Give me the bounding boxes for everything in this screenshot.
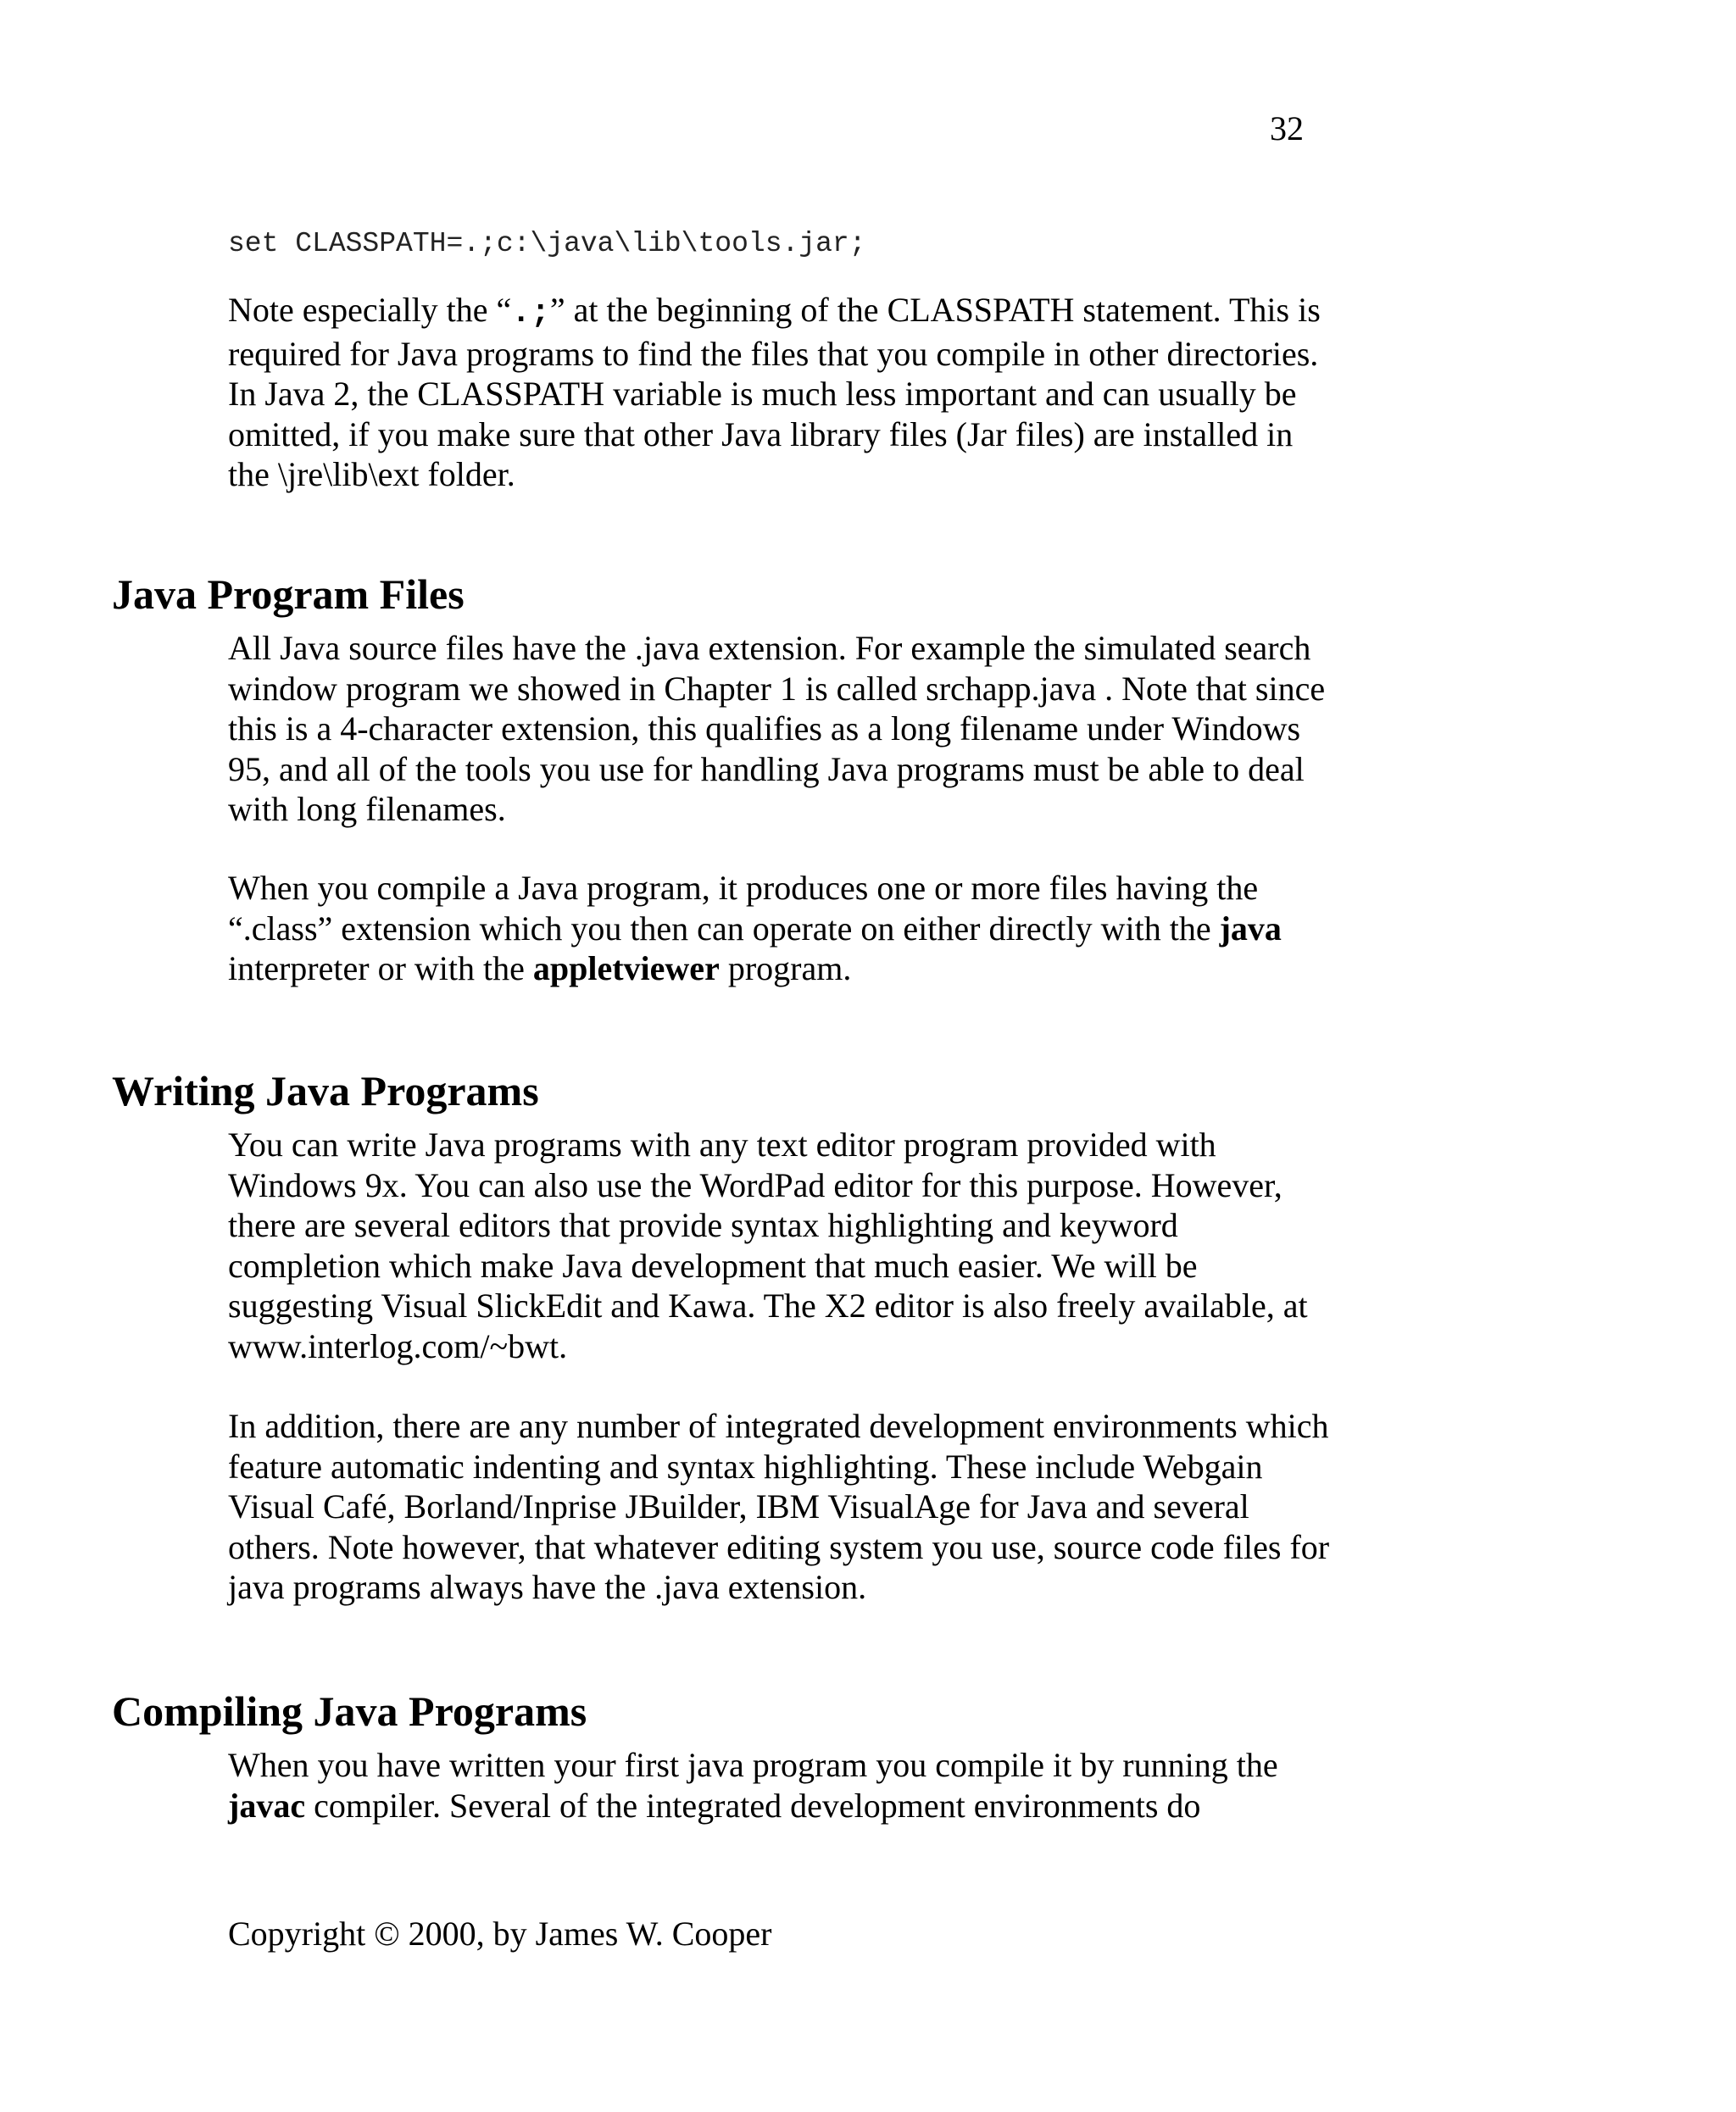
classpath-note bbox=[228, 290, 1338, 495]
classpath-code-line: set CLASSPATH=.;c:\java\lib\tools.jar; bbox=[228, 228, 866, 259]
javac-compiler-term: javac bbox=[228, 1786, 306, 1825]
program-files-paragraph-2 bbox=[228, 868, 1338, 989]
program-files-paragraph-1: All Java source files have the .java extension. For example the simulated search window program we showed in Chapter 1 is called srchapp.java . Note that since this is a 4-character extension, this qualifies as a long filename under Windows 95, and all of the tools you use for handling Java programs must be able to deal with long filenames. bbox=[228, 629, 1326, 828]
java-interpreter-term: java bbox=[1219, 909, 1282, 948]
program-files-para2-after: program. bbox=[719, 949, 852, 987]
compiling-para1-after: compiler. Several of the integrated development environments do bbox=[305, 1786, 1201, 1825]
classpath-note-after: ” at the beginning of the CLASSPATH statement. This is required for Java programs to find the files that you compile in other directories. In Java 2, the CLASSPATH variable is much less important and can usually be omitted, if you make sure that other Java library files (Jar files) are installed in the \jre\lib\ext folder. bbox=[228, 291, 1321, 493]
compiling-para1-before: When you have written your first java program you compile it by running the bbox=[228, 1746, 1278, 1784]
program-files-para2-middle: interpreter or with the bbox=[228, 949, 533, 987]
copyright-footer: Copyright © 2000, by James W. Cooper bbox=[228, 1915, 772, 1953]
compiling-paragraph-1 bbox=[228, 1745, 1338, 1826]
page-number: 32 bbox=[1270, 109, 1304, 147]
classpath-note-code: .; bbox=[511, 295, 550, 331]
classpath-note-before: Note especially the “ bbox=[228, 291, 512, 329]
writing-paragraph-2: In addition, there are any number of integrated development environments which feature automatic indenting and syntax highlighting. These include Webgain Visual Café, Borland/Inprise JBuilder, IBM VisualAge for Java and several others. Note however, that whatever editing system you use, source code files for java programs always have the .java extension. bbox=[228, 1407, 1330, 1606]
heading-writing-java-programs: Writing Java Programs bbox=[112, 1067, 539, 1114]
heading-java-program-files: Java Program Files bbox=[112, 570, 465, 618]
writing-paragraph-1: You can write Java programs with any text editor program provided with Windows 9x. You can also use the WordPad editor for this purpose. However, there are several editors that provide syntax highlighting and keyword completion which make Java development that much easier. We will be suggesting Visual SlickEdit and Kawa. The X2 editor is also freely available, at www.interlog.com/~bwt. bbox=[228, 1125, 1308, 1365]
program-files-para2-before: When you compile a Java program, it produces one or more files having the “.class” extension which you then can operate on either directly with the bbox=[228, 869, 1259, 948]
appletviewer-term: appletviewer bbox=[532, 949, 720, 987]
heading-compiling-java-programs: Compiling Java Programs bbox=[112, 1687, 587, 1735]
